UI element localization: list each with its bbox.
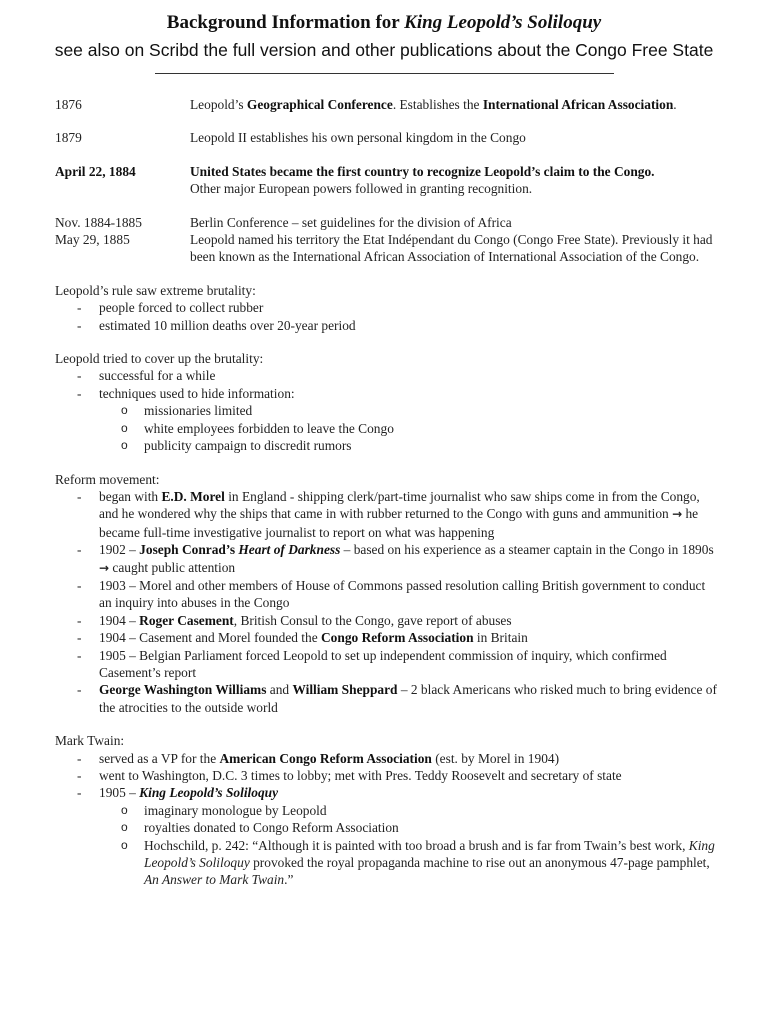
timeline-entry-1876 [55,96,720,113]
sub-list-item: o missionaries limited [121,403,253,419]
list-item: - 1905 – Belgian Parliament forced Leopold to set up independent commission of inquiry, which confirmed Casement’s report [77,647,667,680]
timeline-entry-1885 [55,214,720,266]
timeline-description: Leopold II establishes his own personal kingdom in the Congo [190,130,526,146]
section-mark-twain [55,732,720,889]
list-item: - went to Washington, D.C. 3 times to lobby; met with Pres. Teddy Roosevelt and secretary of state [77,768,622,783]
timeline-description: Berlin Conference – set guidelines for the division of Africa Leopold named his territory the Etat Indépendant du Congo (Congo Free State). Previously it had been known as the International African Association of International Association of the Congo. [190,214,713,265]
sub-list-item: o white employees forbidden to leave the Congo [121,420,394,436]
section-heading: Reform movement: [55,471,160,487]
list-item: - people forced to collect rubber [77,300,264,316]
section-cover-up [55,350,720,454]
list-item: - techniques used to hide information: o missionaries limited o white employees forbidden to leave the Congo o publicity campaign to discredit rumors [55,385,720,455]
list-item: - George Washington Williams and William Sheppard – 2 black Americans who risked much to bring evidence of the atrocities to the outside world [77,682,717,715]
document-title: Background Information for King Leopold’s Soliloquy [166,12,602,33]
title-book-name: King Leopold’s Soliloquy [404,12,602,33]
list-item: - 1904 – Roger Casement, British Consul to the Congo, gave report of abuses [77,612,512,628]
sub-list-item: o publicity campaign to discredit rumors [121,438,352,454]
timeline-description: United States became the first country to recognize Leopold’s claim to the Congo. Other major European powers followed in granting recognition. [190,163,655,197]
list-item: - 1903 – Morel and other members of House of Commons passed resolution calling British government to conduct an inquiry into abuses in the Congo [77,577,706,611]
timeline-date: 1879 [55,130,82,146]
list-item: - successful for a while [77,368,216,384]
sub-list-item: o imaginary monologue by Leopold [121,802,327,818]
horizontal-divider [155,73,614,74]
timeline-date: 1876 [55,97,82,112]
section-heading: Leopold’s rule saw extreme brutality: [55,282,256,298]
timeline-description: Leopold’s Geographical Conference. Establishes the International African Association. [190,97,677,112]
timeline-date: April 22, 1884 [55,163,136,179]
sub-list-item: o royalties donated to Congo Reform Association [121,820,399,836]
list-item: - 1905 – King Leopold’s Soliloquy o imaginary monologue by Leopold o royalties donated to Congo Reform Association o Hochschild, p. 242: “Although it is painted with too broad a brush and is far from Twain’s best work, King Leopold’s Soliloquy provoked the royal propaganda machine to rise out an anonymous 47-page pamphlet, An Answer to Mark Twain.” [55,784,720,888]
sub-list-item: o Hochschild, p. 242: “Although it is painted with too broad a brush and is far from Twain’s best work, King Leopold’s Soliloquy provoked the royal propaganda machine to rise out an anonymous 47-page pamphlet, An Answer to Mark Twain.” [121,837,715,888]
list-item: - 1904 – Casement and Morel founded the Congo Reform Association in Britain [77,630,528,646]
timeline-date: Nov. 1884-1885 May 29, 1885 [55,214,142,248]
section-heading: Mark Twain: [55,733,125,749]
arrow-right-icon: → [672,507,683,522]
section-brutality [55,282,720,334]
list-item: - began with E.D. Morel in England - shipping clerk/part-time journalist who saw ships come in from the Congo, and he wondered why the ships that came in with rubber returned to the Congo with guns and ammunition → he became full-time investigative journalist to report on what was happening [77,488,700,540]
list-item: - 1902 – Joseph Conrad’s Heart of Darkness – based on his experience as a steamer captain in the Congo in 1890s → caught public attention [77,542,714,575]
timeline-entry-1879 [55,129,720,146]
timeline-entry-1884 [55,163,720,198]
section-heading: Leopold tried to cover up the brutality: [55,351,264,367]
document-body [55,96,720,905]
section-reform-movement [55,471,720,717]
list-item: - served as a VP for the American Congo Reform Association (est. by Morel in 1904) [77,750,560,766]
arrow-right-icon: → [99,560,110,575]
document-subtitle: see also on Scribd the full version and other publications about the Congo Free State [54,40,714,60]
list-item: - estimated 10 million deaths over 20-year period [77,317,356,333]
